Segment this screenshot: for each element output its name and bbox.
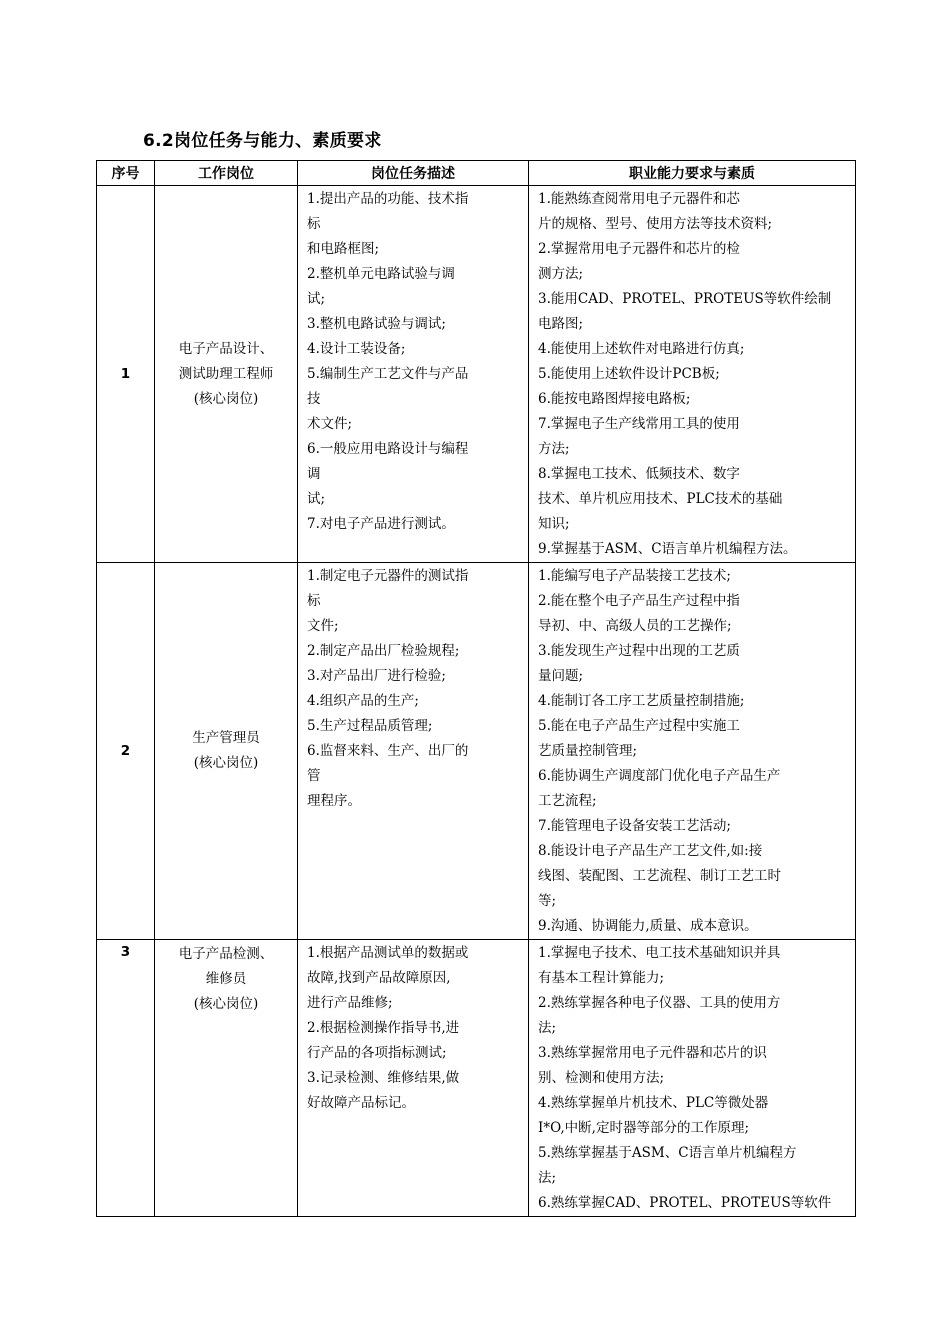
ability-line: 方法; bbox=[538, 441, 570, 457]
task-line: 4.设计工装设备; bbox=[307, 341, 406, 357]
task-line: 管 bbox=[307, 768, 321, 784]
ability-line: 片的规格、型号、使用方法等技术资料; bbox=[538, 216, 773, 232]
cell-seq: 3 bbox=[97, 940, 155, 1217]
ability-line: 8.能设计电子产品生产工艺文件,如:接 bbox=[538, 843, 763, 859]
ability-line: I*O,中断,定时器等部分的工作原理; bbox=[538, 1120, 749, 1136]
ability-line: 导初、中、高级人员的工艺操作; bbox=[538, 618, 732, 634]
position-line: (核心岗位) bbox=[193, 755, 259, 771]
table-header-row bbox=[97, 161, 856, 186]
task-line: 文件; bbox=[307, 618, 339, 634]
ability-line: 5.能使用上述软件设计PCB板; bbox=[538, 366, 720, 382]
task-line: 好故障产品标记。 bbox=[307, 1095, 415, 1111]
ability-line: 6.能按电路图焊接电路板; bbox=[538, 391, 691, 407]
task-line: 技 bbox=[307, 391, 321, 407]
cell-seq: 1 bbox=[97, 186, 155, 563]
ability-line: 量问题; bbox=[538, 668, 584, 684]
ability-line: 3.熟练掌握常用电子元件器和芯片的识 bbox=[538, 1045, 767, 1061]
task-line: 2.根据检测操作指导书,进 bbox=[307, 1020, 460, 1036]
task-line: 6.一般应用电路设计与编程 bbox=[307, 441, 469, 457]
ability-line: 6.能协调生产调度部门优化电子产品生产 bbox=[538, 768, 781, 784]
task-line: 3.对产品出厂进行检验; bbox=[307, 668, 446, 684]
task-line: 1.根据产品测试单的数据或 bbox=[307, 945, 469, 961]
ability-line: 法; bbox=[538, 1020, 557, 1036]
task-line: 3.整机电路试验与调试; bbox=[307, 316, 446, 332]
job-requirements-table bbox=[96, 160, 856, 1217]
cell-tasks bbox=[298, 186, 529, 563]
ability-line: 4.能使用上述软件对电路进行仿真; bbox=[538, 341, 745, 357]
ability-line: 5.能在电子产品生产过程中实施工 bbox=[538, 718, 740, 734]
cell-seq: 2 bbox=[97, 563, 155, 940]
ability-line: 4.熟练掌握单片机技术、PLC等微处器 bbox=[538, 1095, 769, 1111]
ability-line: 1.能熟练查阅常用电子元器件和芯 bbox=[538, 191, 740, 207]
position-line: 电子产品设计、 bbox=[178, 340, 274, 357]
task-line: 2.制定产品出厂检验规程; bbox=[307, 643, 460, 659]
cell-tasks bbox=[298, 563, 529, 940]
ability-line: 3.能用CAD、PROTEL、PROTEUS等软件绘制 bbox=[538, 291, 832, 307]
position-line: 测试助理工程师 bbox=[178, 365, 274, 382]
task-line: 进行产品维修; bbox=[307, 995, 393, 1011]
task-line: 3.记录检测、维修结果,做 bbox=[307, 1070, 460, 1086]
ability-line: 7.掌握电子生产线常用工具的使用 bbox=[538, 416, 740, 432]
task-line: 4.组织产品的生产; bbox=[307, 693, 419, 709]
cell-position bbox=[155, 186, 298, 563]
ability-line: 3.能发现生产过程中出现的工艺质 bbox=[538, 643, 740, 659]
ability-line: 电路图; bbox=[538, 316, 584, 332]
ability-line: 9.沟通、协调能力,质量、成本意识。 bbox=[538, 918, 758, 934]
header-seq: 序号 bbox=[97, 161, 155, 186]
task-line: 6.监督来料、生产、出厂的 bbox=[307, 743, 469, 759]
position-line: (核心岗位) bbox=[193, 996, 259, 1012]
ability-line: 1.掌握电子技术、电工技术基础知识并具 bbox=[538, 945, 781, 961]
table-row bbox=[97, 940, 856, 1217]
ability-line: 2.熟练掌握各种电子仪器、工具的使用方 bbox=[538, 995, 781, 1011]
position-line: 生产管理员 bbox=[192, 730, 260, 746]
ability-line: 知识; bbox=[538, 516, 570, 532]
header-tasks: 岗位任务描述 bbox=[298, 161, 529, 186]
task-line: 5.生产过程品质管理; bbox=[307, 718, 433, 734]
ability-line: 6.熟练掌握CAD、PROTEL、PROTEUS等软件 bbox=[538, 1195, 832, 1211]
table-row bbox=[97, 563, 856, 940]
position-line: 维修员 bbox=[205, 971, 247, 987]
position-line: (核心岗位) bbox=[193, 390, 259, 407]
ability-line: 别、检测和使用方法; bbox=[538, 1070, 665, 1086]
task-line: 5.编制生产工艺文件与产品 bbox=[307, 366, 469, 382]
ability-line: 工艺流程; bbox=[538, 793, 597, 809]
task-line: 1.制定电子元器件的测试指 bbox=[307, 568, 469, 584]
ability-line: 技术、单片机应用技术、PLC技术的基础 bbox=[538, 491, 783, 507]
ability-line: 2.掌握常用电子元器件和芯片的检 bbox=[538, 241, 740, 257]
ability-line: 4.能制订各工序工艺质量控制措施; bbox=[538, 693, 745, 709]
task-line: 和电路框图; bbox=[307, 241, 380, 257]
task-line: 试; bbox=[307, 291, 326, 307]
task-line: 7.对电子产品进行测试。 bbox=[307, 516, 455, 532]
header-position: 工作岗位 bbox=[155, 161, 298, 186]
cell-abilities bbox=[529, 563, 856, 940]
ability-line: 5.熟练掌握基于ASM、C语言单片机编程方 bbox=[538, 1145, 797, 1161]
ability-line: 8.掌握电工技术、低频技术、数字 bbox=[538, 466, 740, 482]
task-line: 2.整机单元电路试验与调 bbox=[307, 266, 455, 282]
task-line: 试; bbox=[307, 491, 326, 507]
ability-line: 测方法; bbox=[538, 266, 584, 282]
cell-position bbox=[155, 940, 298, 1217]
task-line: 标 bbox=[307, 593, 321, 609]
task-line: 调 bbox=[307, 466, 321, 482]
task-line: 理程序。 bbox=[307, 793, 361, 809]
task-line: 1.提出产品的功能、技术指 bbox=[307, 191, 469, 207]
ability-line: 艺质量控制管理; bbox=[538, 743, 638, 759]
ability-line: 9.掌握基于ASM、C语言单片机编程方法。 bbox=[538, 541, 797, 557]
cell-tasks bbox=[298, 940, 529, 1217]
cell-abilities bbox=[529, 940, 856, 1217]
task-line: 行产品的各项指标测试; bbox=[307, 1045, 447, 1061]
task-line: 术文件; bbox=[307, 416, 353, 432]
task-line: 标 bbox=[307, 216, 321, 232]
position-line: 电子产品检测、 bbox=[178, 946, 274, 962]
ability-line: 法; bbox=[538, 1170, 557, 1186]
header-abilities: 职业能力要求与素质 bbox=[529, 161, 856, 186]
ability-line: 等; bbox=[538, 893, 557, 909]
cell-position bbox=[155, 563, 298, 940]
ability-line: 线图、装配图、工艺流程、制订工艺工时 bbox=[538, 868, 781, 884]
ability-line: 2.能在整个电子产品生产过程中指 bbox=[538, 593, 740, 609]
page-title: 6.2岗位任务与能力、素质要求 bbox=[143, 131, 382, 151]
table-row bbox=[97, 186, 856, 563]
task-line: 故障,找到产品故障原因, bbox=[307, 970, 451, 986]
ability-line: 1.能编写电子产品装接工艺技术; bbox=[538, 568, 731, 584]
ability-line: 7.能管理电子设备安装工艺活动; bbox=[538, 818, 731, 834]
ability-line: 有基本工程计算能力; bbox=[538, 970, 665, 986]
cell-abilities bbox=[529, 186, 856, 563]
